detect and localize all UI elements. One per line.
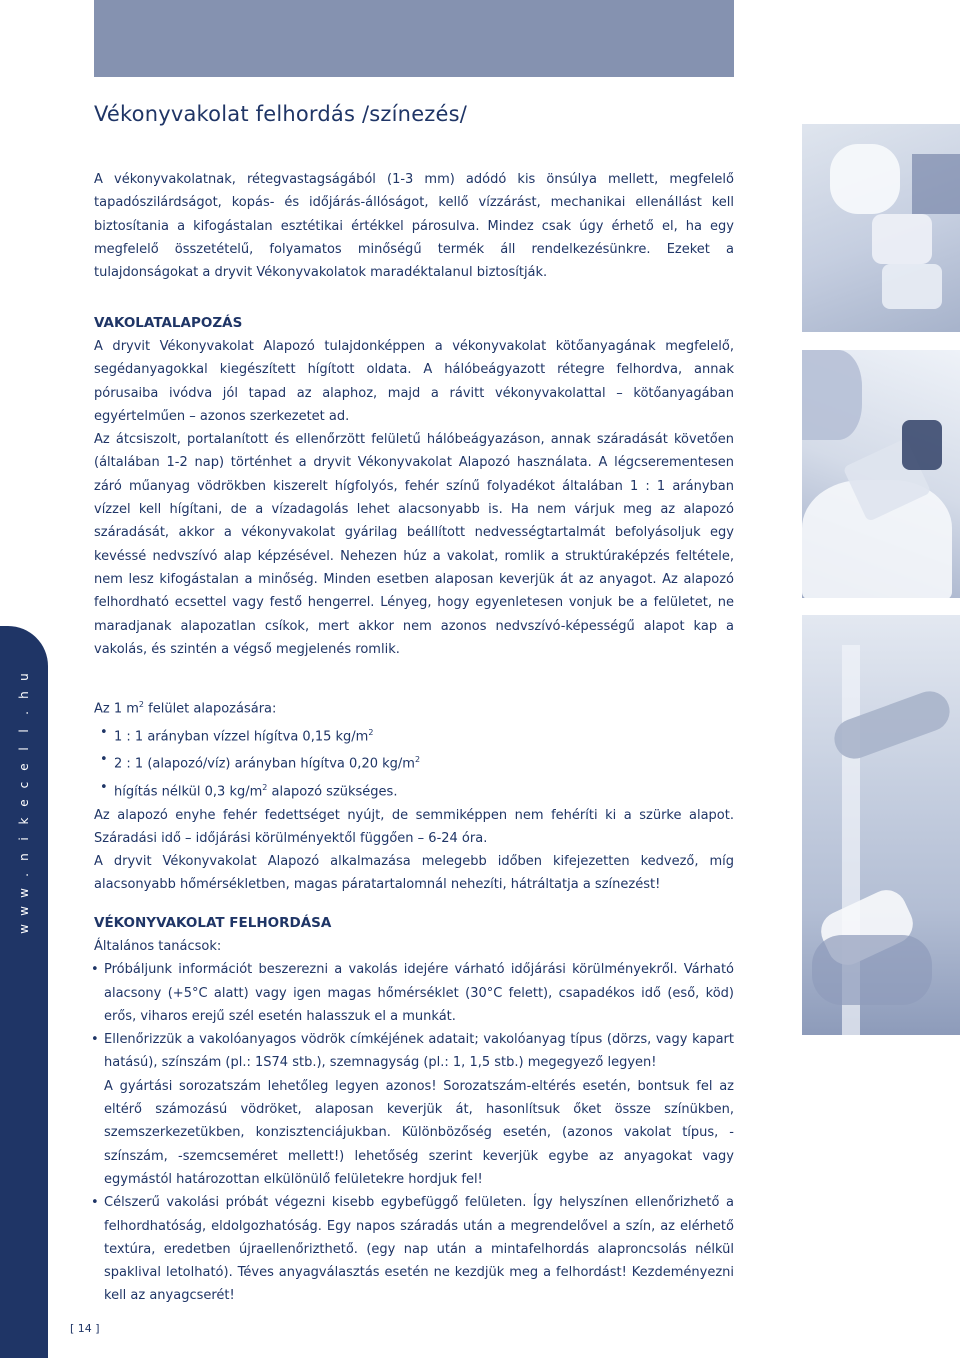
- intro-paragraph: [94, 168, 734, 284]
- consumption-box: [94, 693, 734, 897]
- consumption-lead: Az 1 $m^2$ felület alapozására:: [94, 700, 277, 717]
- header-band: [94, 0, 734, 77]
- list-item: • Ellenőrizzük a vakolóanyagos vödrök címkéjének adatait; vakolóanyag típus (dörzs, vagy kapart hatású), színszám (pl.: 1S74 stb.), szemnagyság (pl.: 1, 1,5 stb.) megegyező legyen!: [94, 1028, 734, 1075]
- list-item: • Célszerű vakolási próbát végezni kisebb egybefüggő felületen. Így helyszínen ellenőrizhető a felhordhatóság, eldolgozhatóság. Egy napos száradás után a megrendelővel a szín, az elérhető textúra, eredetben újraellenőrizthető. (egy nap után a mintafelhordás alaproncsolás nélkül spaklival letolható). Téves anyagválasztás esetén ne kezdjük meg a felhordást! Kezdeményezni kell az anyagcserét!: [94, 1191, 734, 1307]
- intro-text: A vékonyvakolatnak, rétegvastagságából (1-3 mm) adódó kis önsúlya mellett, megfelelő tapadószilárdságot, kopás- és időjárás-állóságot, kellő vízzárást, mechanikai ellenállást kell biztosítania a kifogástalan esztétikai értékkel párosulva. Mindez csak úgy érhető el, ha egy megfelelő összetételű, folyamatos minőségű termék áll rendelkezésünkre. Ezeket a tulajdonságokat a dryvit Vékonyvakolatok maradéktalanul biztosítják.: [94, 172, 734, 281]
- sidebar-url: u h . l l e c e k i n . w w w: [17, 673, 31, 934]
- section-priming: [94, 312, 734, 661]
- paint-bucket-roller-photo: [802, 350, 960, 598]
- section-application: [94, 912, 734, 1308]
- worker-mixing-photo: [802, 124, 960, 332]
- list-item: • 1 : 1 arányban vízzel hígítva 0,15 $kg/m^2$: [94, 721, 734, 749]
- section-application-subheading: Általános tanácsok:: [94, 939, 222, 954]
- section-priming-p1: A dryvit Vékonyvakolat Alapozó tulajdonképpen a vékonyvakolat kötőanyagának megfelelő, segédanyagokkal kiegészített hígított oldata. A hálóbeágyazott rétegre felhordva, annak pórusaiba ivódva jól tapad az alaphoz, majd a rávitt vékonyvakolattal – kötőanyagában egyértelműen – azonos szerkezetet ad.: [94, 339, 734, 424]
- consumption-p1: Az alapozó enyhe fehér fedettséget nyújt, de semmiképpen nem fehéríti ki a szürke alapot. Száradási idő – időjárási körülményektől függően – 6-24 óra.: [94, 807, 734, 846]
- list-item: • 2 : 1 (alapozó/víz) arányban hígítva 0,20 $kg/m^2$: [94, 748, 734, 776]
- section-priming-heading: VAKOLATALAPOZÁS: [94, 315, 243, 331]
- advice-continuation: A gyártási sorozatszám lehetőleg legyen azonos! Sorozatszám-eltérés esetén, bontsuk fel az eltérő számozású vödröket, alaposan keverjük át, hasonlítsuk őket össze színükben, szemszerkezetükben, konzisztenciájukban. Különbözőség esetén, (azonos vakolat típus, -színszám, -szemcseméret mellett!) lehetőség szerint keverjük egybe az anyagokat vagy egymástól határozottan elkülönülő felületekre hordjuk fel!: [104, 1078, 734, 1187]
- list-item: • hígítás nélkül 0,3 $kg/m^2$ alapozó szükséges.: [94, 776, 734, 804]
- wall-priming-roller-photo: [802, 615, 960, 1035]
- consumption-list: [94, 721, 734, 804]
- advice-list: [94, 1191, 734, 1307]
- page-title: Vékonyvakolat felhordás /színezés/: [94, 102, 468, 126]
- consumption-p2: A dryvit Vékonyvakolat Alapozó alkalmazása melegebb időben kifejezetten kedvező, míg alacsonyabb hőmérsékletben, magas páratartalomnál nehezíti, hátráltatja a színezést!: [94, 854, 734, 893]
- advice-list: [94, 958, 734, 1074]
- section-application-heading: VÉKONYVAKOLAT FELHORDÁSA: [94, 915, 332, 931]
- page-number: [ 14 ]: [70, 1322, 100, 1335]
- list-item: • Próbáljunk információt beszerezni a vakolás idejére várható időjárási körülményekről. Várható alacsony (+5°C alatt) vagy igen magas hőmérséklet (30°C felett), csapadékos idő (eső, köd) erős, viharos erejű szél esetén halasszuk el a munkát.: [94, 958, 734, 1028]
- section-priming-p2: Az átcsiszolt, portalanított és ellenőrzött felületű hálóbeágyazáson, annak száradását követően (általában 1-2 nap) történhet a dryvit Vékonyvakolat Alapozó használata. A légcserementesen záró műanyag vödrökben kiszerelt hígfolyós, fehér színű folyadékot általában 1 : 1 arányban vízzel kell hígítani, de a vízadagolás lehet alacsonyabb is. Ha nem várjuk meg az alapozó száradását, akkor a vékonyvakolat gyárilag beállított nedvességtartalmát befolyásoljuk egy kevéssé nedvszívó alap képzésével. Nehezen húz a vakolat, romlik a struktúraképzés feltétele, nem lesz kifogástalan a minőség. Minden esetben alaposan keverjük át az anyagot. Az alapozó felhordható ecsettel vagy festő hengerrel. Lényeg, hogy egyenletesen vonjuk be a felületet, ne maradjanak alapozatlan csíkok, mert akkor nem azonos nedvszívó-képességű alapot kap a vakolás, és szintén a végső megjelenés romlik.: [94, 432, 734, 657]
